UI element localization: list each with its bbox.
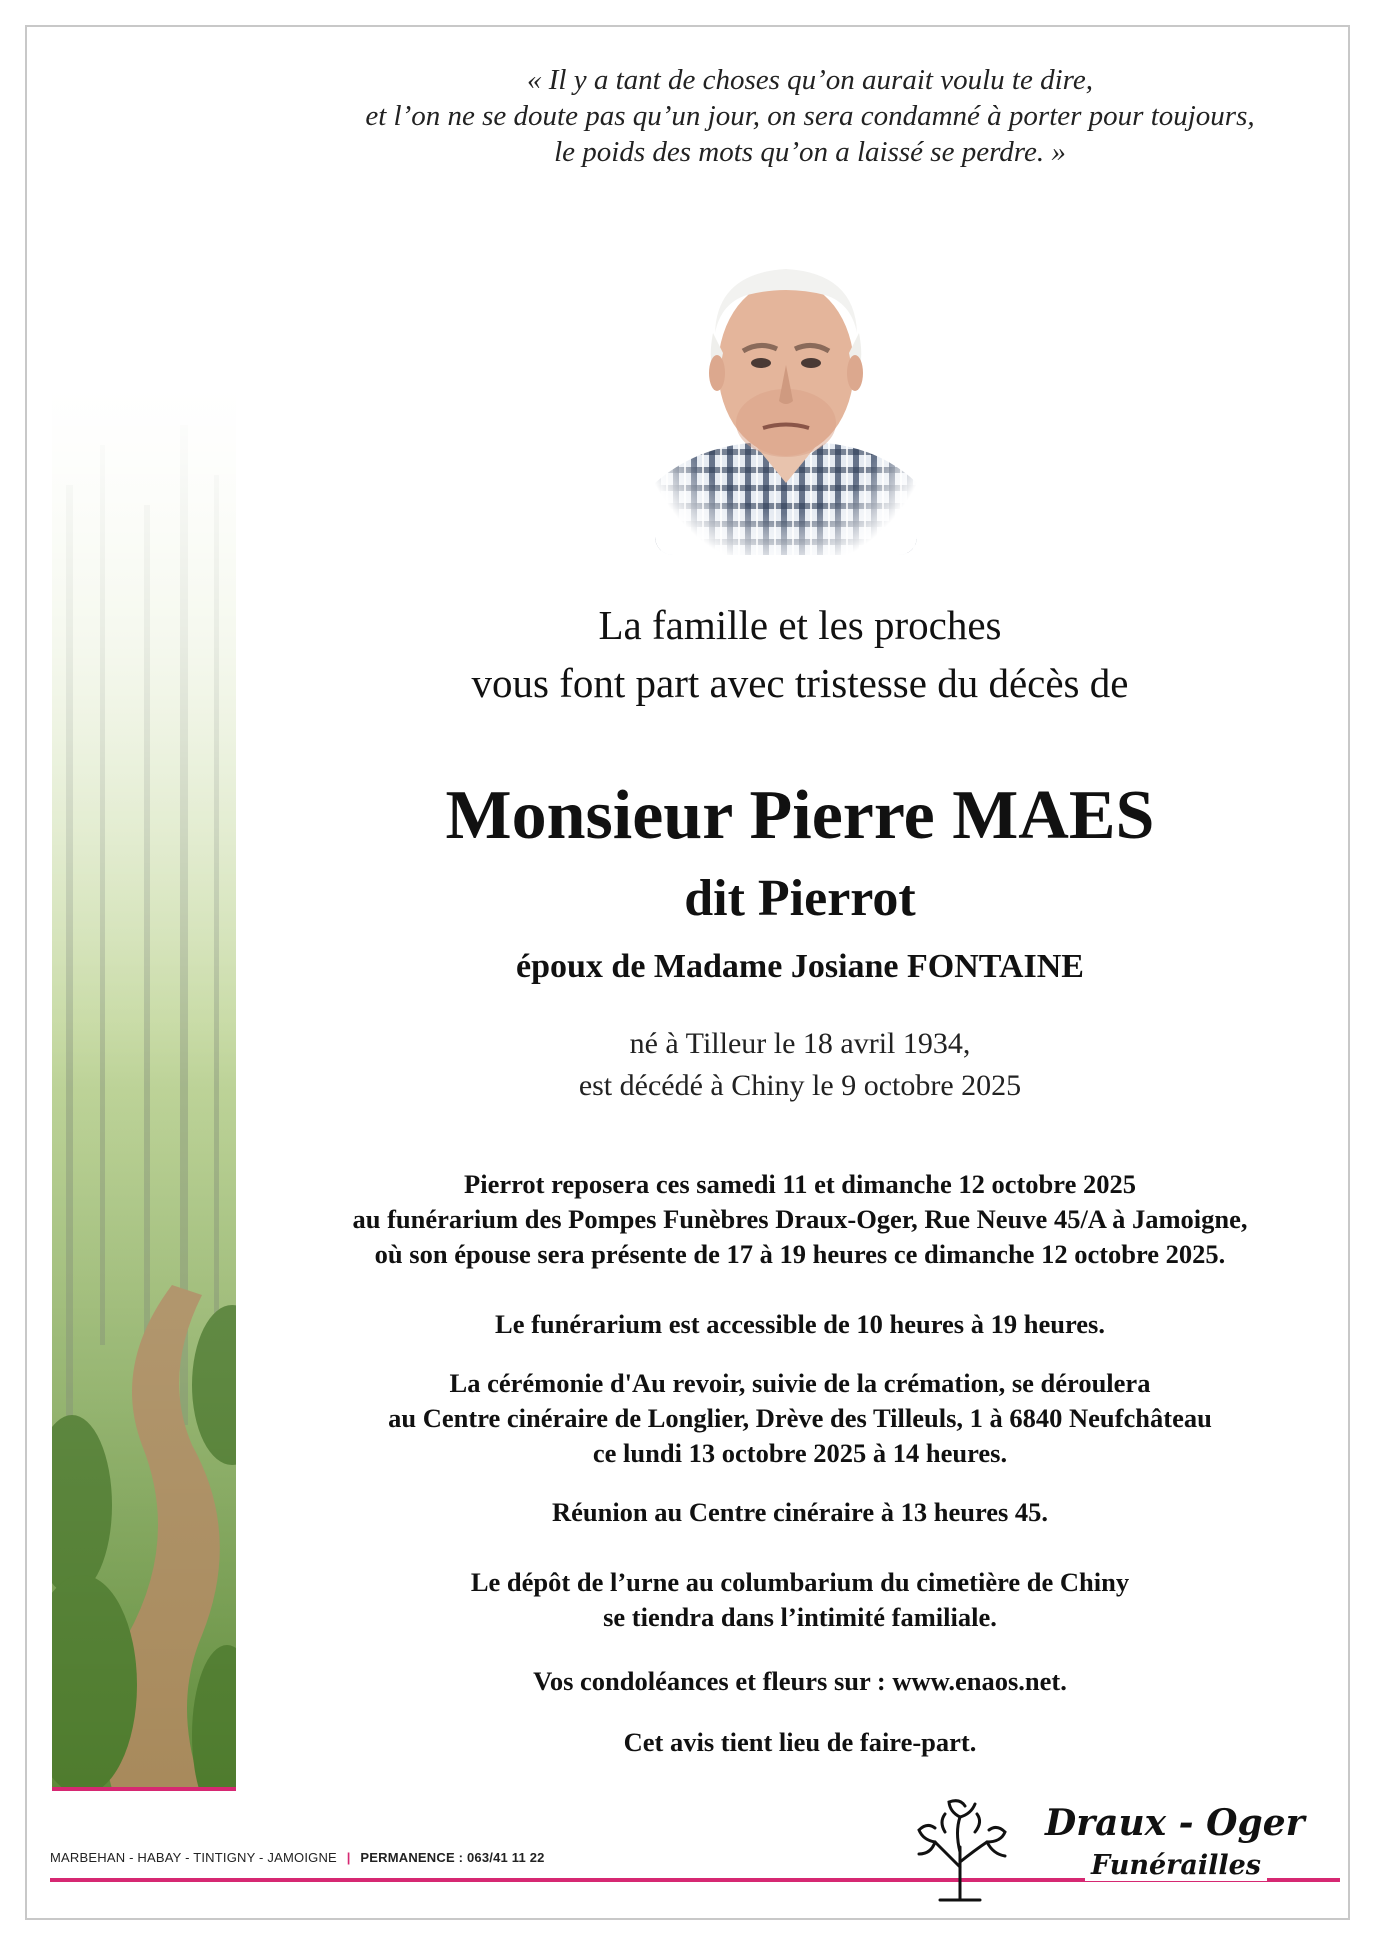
quote-line-3: le poids des mots qu’on a laissé se perdre. » [554,136,1066,168]
deceased-name: Monsieur Pierre MAES [445,777,1155,854]
intro-line-2: vous font part avec tristesse du décès de [471,660,1129,706]
ceremony-line-2: au Centre cinéraire de Longlier, Drève des Tilleuls, 1 à 6840 Neufchâteau [388,1403,1212,1433]
ceremony-line-3: ce lundi 13 octobre 2025 à 14 heures. [592,1438,1008,1468]
brand-name: Draux - Oger [1045,1802,1305,1844]
urn-line-1: Le dépôt de l’urne au columbarium du cimetière de Chiny [470,1567,1130,1597]
tree-logo-icon [905,1792,1015,1902]
brand-logo [895,1792,1315,1907]
spouse-line: époux de Madame Josiane FONTAINE [516,948,1084,985]
quote-line-1: « Il y a tant de choses qu’on aurait voulu te dire, [527,64,1093,96]
footer-separator: | [346,1850,351,1865]
visitation-paragraph [270,1167,1330,1272]
visitation-line-1: Pierrot reposera ces samedi 11 et dimanche 12 octobre 2025 [464,1169,1136,1199]
footer-info [50,1850,545,1865]
condolences-link-text[interactable]: Vos condoléances et fleurs sur : www.enaos.net. [533,1666,1067,1696]
visitation-line-3: où son épouse sera présente de 17 à 19 heures ce dimanche 12 octobre 2025. [374,1239,1226,1269]
birth-line: né à Tilleur le 18 avril 1934, [629,1027,971,1060]
birth-death-dates [270,1023,1330,1107]
faire-part-note: Cet avis tient lieu de faire-part. [623,1727,977,1757]
ceremony-line-1: La cérémonie d'Au revoir, suivie de la crémation, se déroulera [449,1368,1151,1398]
urn-paragraph [270,1565,1330,1635]
meeting-time: Réunion au Centre cinéraire à 13 heures 45. [551,1497,1049,1527]
urn-line-2: se tiendra dans l’intimité familiale. [603,1602,997,1632]
intro [270,596,1330,712]
death-line: est décédé à Chiny le 9 octobre 2025 [578,1069,1022,1102]
visitation-line-2: au funérarium des Pompes Funèbres Draux-Oger, Rue Neuve 45/A à Jamoigne, [352,1204,1248,1234]
forest-accent-line [52,1787,236,1791]
funerarium-hours: Le funérarium est accessible de 10 heures à 19 heures. [495,1309,1105,1339]
quote-line-2: et l’on ne se doute pas qu’un jour, on sera condamné à porter pour toujours, [365,100,1255,132]
portrait-photo [655,233,917,555]
quote [290,62,1330,170]
forest-path-image [52,385,236,1789]
ceremony-paragraph [270,1366,1330,1471]
intro-line-1: La famille et les proches [598,602,1002,648]
deceased-nickname: dit Pierrot [684,870,916,927]
footer-permanence: PERMANENCE : 063/41 11 22 [360,1850,545,1865]
footer-locations: MARBEHAN - HABAY - TINTIGNY - JAMOIGNE [50,1850,337,1865]
brand-subtitle: Funérailles [1085,1850,1267,1881]
